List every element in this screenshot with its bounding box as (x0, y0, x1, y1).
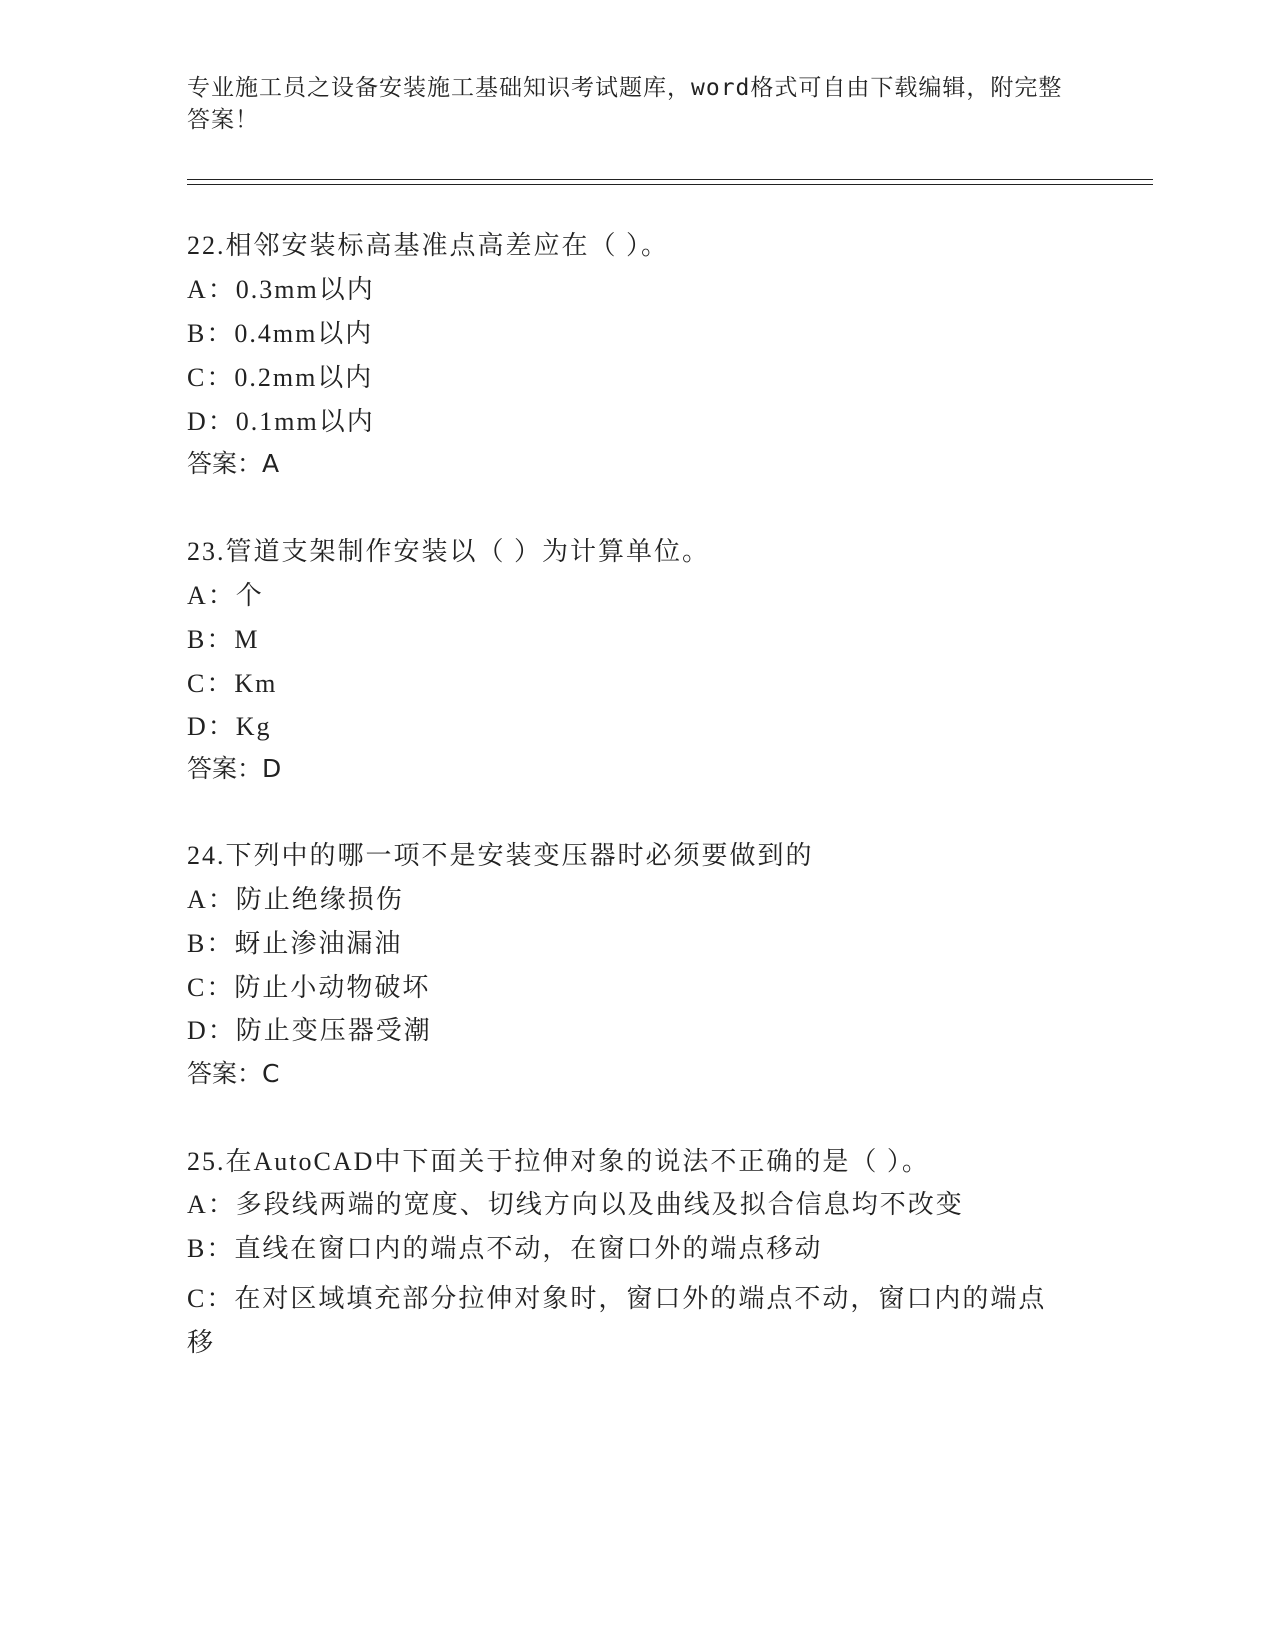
header-divider-top (187, 179, 1153, 180)
question-25-option-b: B：直线在窗口内的端点不动，在窗口外的端点移动 (187, 1234, 823, 1263)
question-23-option-a: A：个 (187, 581, 264, 610)
question-23-option-d: D：Kg (187, 712, 272, 741)
question-24-option-c: C：防止小动物破坏 (187, 973, 431, 1002)
question-24-answer: 答案：C (187, 1059, 280, 1088)
question-25-option-c: C：在对区域填充部分拉伸对象时，窗口外的端点不动，窗口内的端点移 (187, 1284, 1047, 1357)
document-header: 专业施工员之设备安装施工基础知识考试题库，word格式可自由下载编辑，附完整答案！ (187, 75, 1063, 133)
question-22-option-a: A：0.3mm以内 (187, 275, 375, 304)
header-divider-bottom (187, 184, 1153, 185)
question-23-stem: 23.管道支架制作安装以（ ）为计算单位。 (187, 537, 711, 566)
question-25-option-a: A：多段线两端的宽度、切线方向以及曲线及拟合信息均不改变 (187, 1190, 964, 1219)
question-23-option-c: C：Km (187, 669, 278, 698)
question-22-stem: 22.相邻安装标高基准点高差应在（ ）。 (187, 231, 670, 260)
question-24-option-d: D：防止变压器受潮 (187, 1016, 432, 1045)
question-25-stem: 25.在AutoCAD中下面关于拉伸对象的说法不正确的是（ ）。 (187, 1147, 930, 1176)
question-24-option-a: A：防止绝缘损伤 (187, 885, 404, 914)
question-22-answer: 答案：A (187, 449, 280, 478)
question-22-option-d: D：0.1mm以内 (187, 407, 375, 436)
question-24-option-b: B：蚜止渗油漏油 (187, 929, 403, 958)
question-23-answer: 答案：D (187, 754, 282, 783)
question-23-option-b: B：M (187, 625, 260, 654)
question-24-stem: 24.下列中的哪一项不是安装变压器时必须要做到的 (187, 841, 814, 870)
question-22-option-c: C：0.2mm以内 (187, 363, 374, 392)
question-22-option-b: B：0.4mm以内 (187, 319, 374, 348)
